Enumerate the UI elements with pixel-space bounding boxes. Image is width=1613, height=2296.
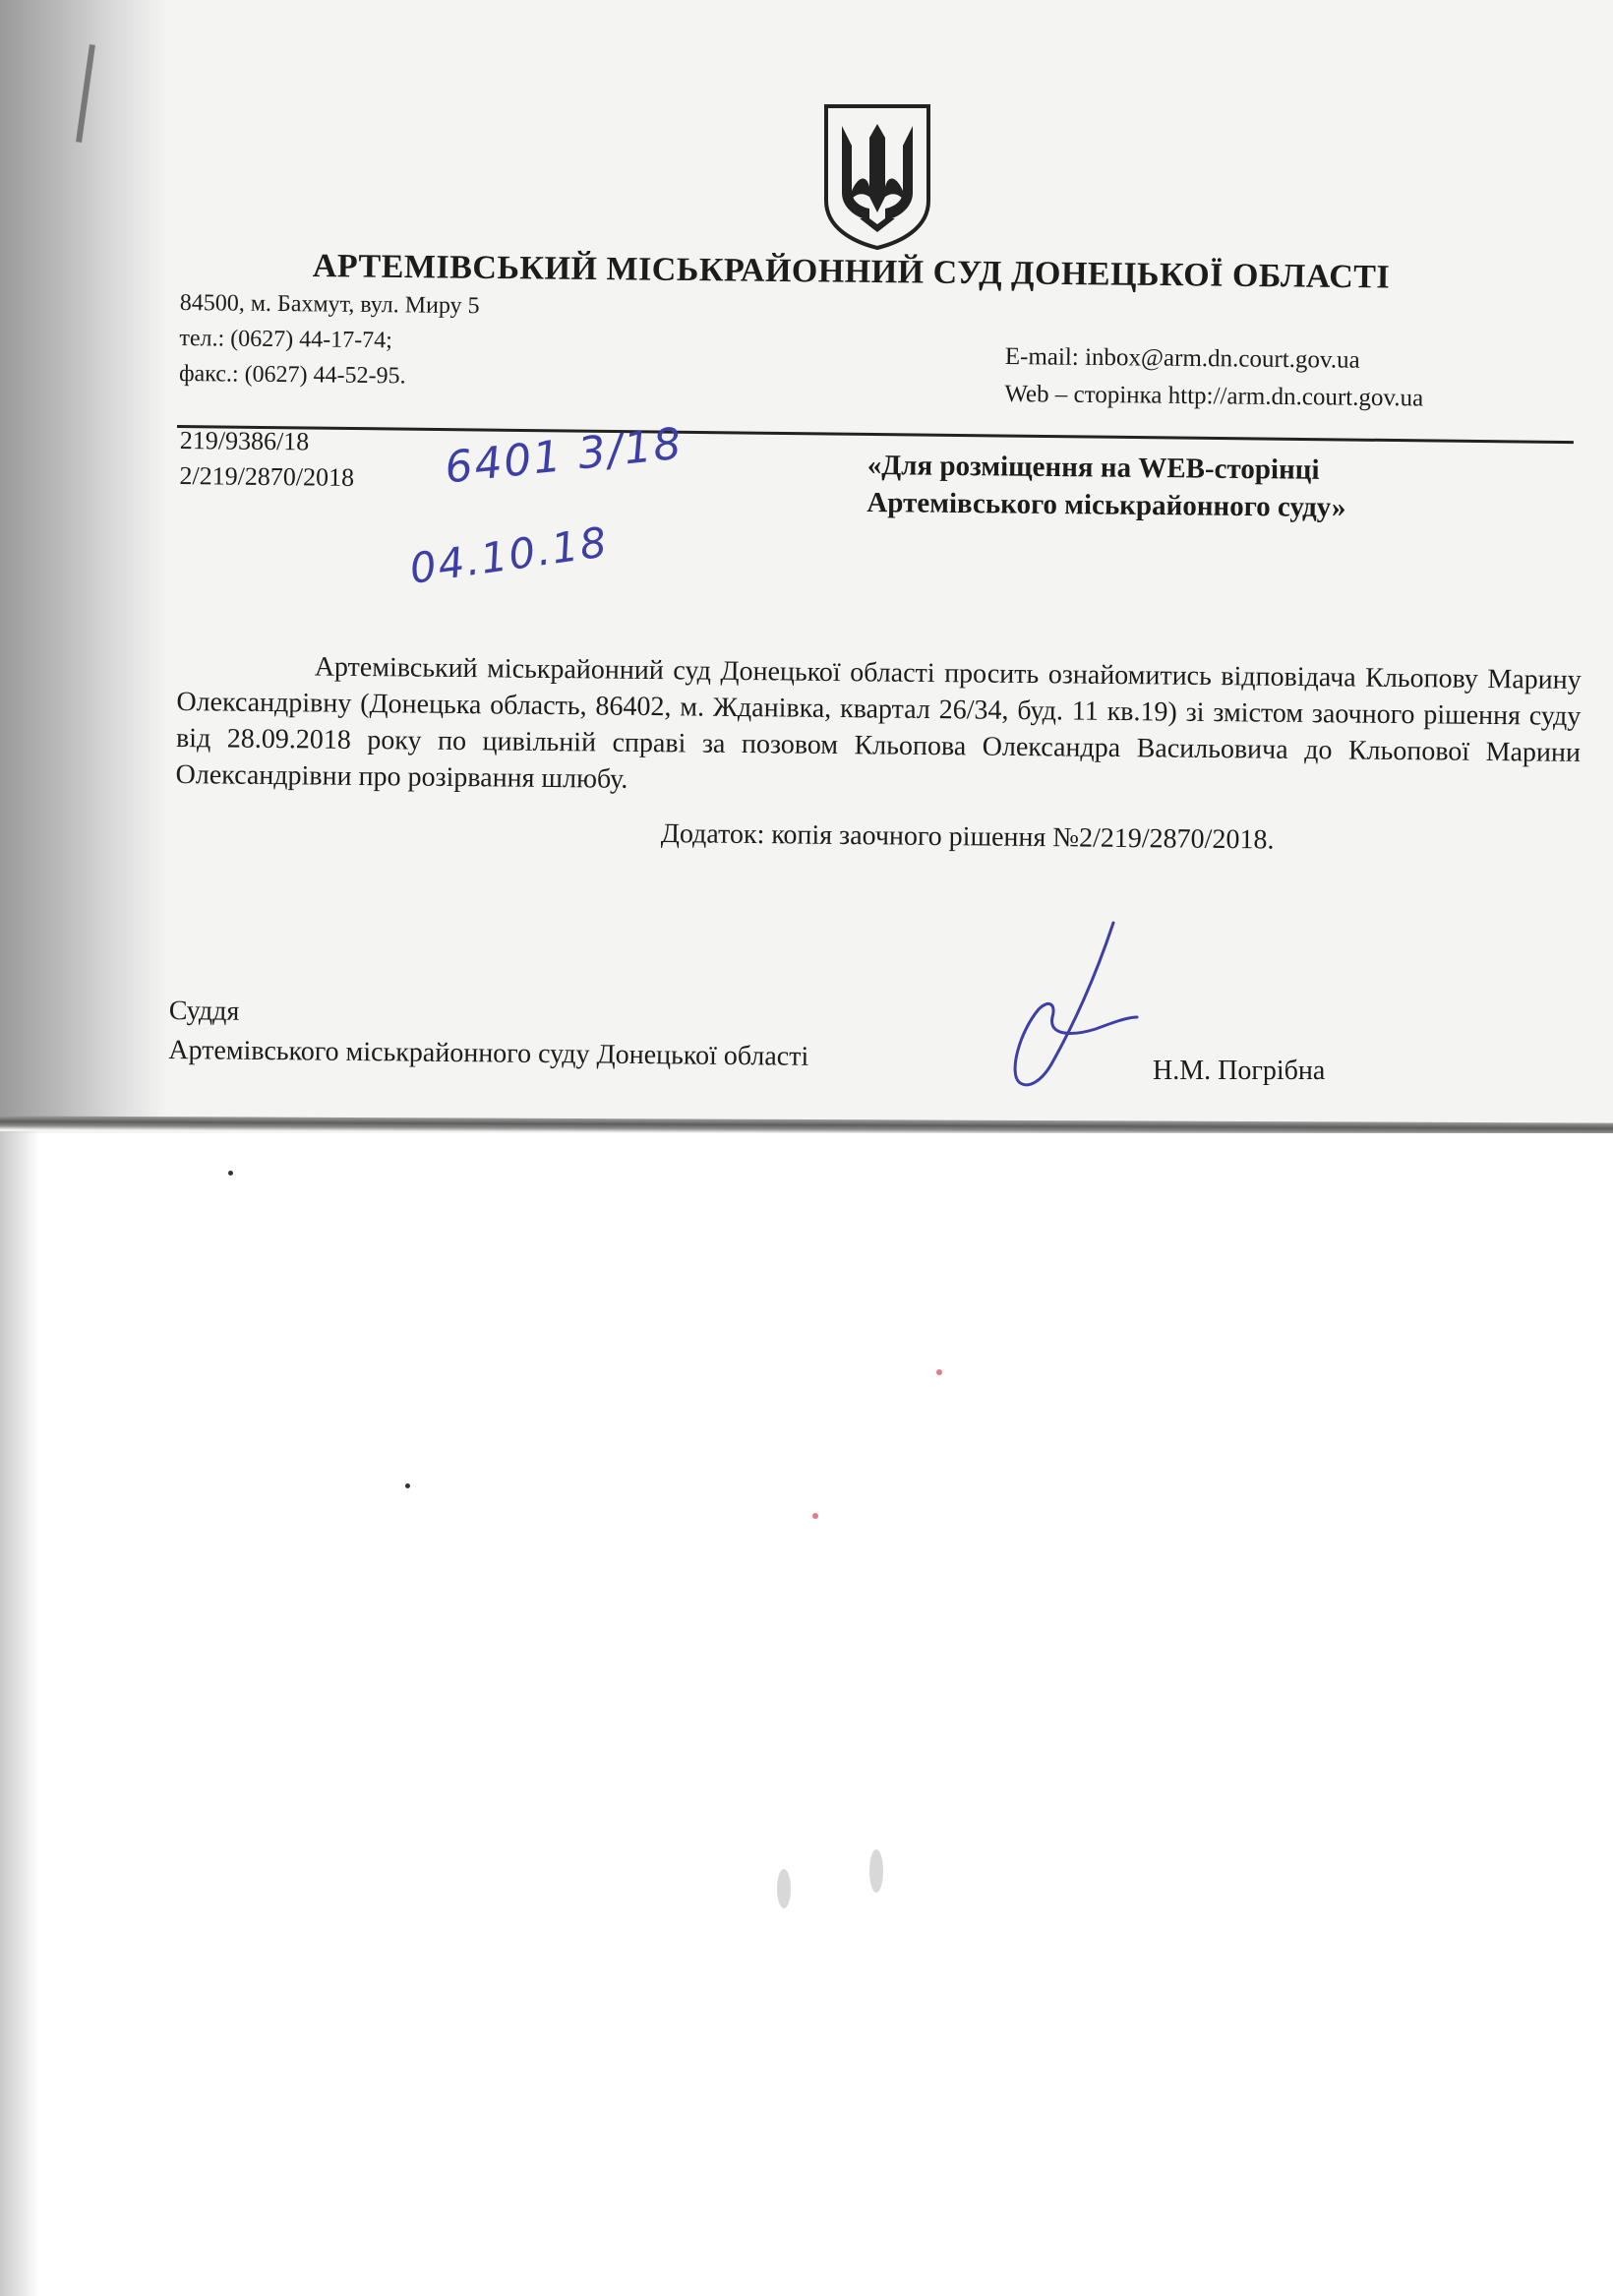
court-contacts	[1004, 338, 1424, 417]
scan-speck	[812, 1513, 818, 1519]
court-website: Web – сторінка http://arm.dn.court.gov.ua	[1004, 380, 1424, 412]
judge-title: Суддя	[168, 995, 240, 1027]
attachment-line: Додаток: копія заочного рішення №2/219/2870/2018.	[660, 818, 1275, 856]
scan-edge-shadow	[0, 0, 167, 1121]
scan-edge-shadow-lower	[0, 1131, 39, 2296]
header-divider	[177, 425, 1574, 444]
letter-paragraph: Артемівський міськрайонний суд Донецької області просить ознайомитись відповідача Кльопову Марину Олександрівну (Донецька область, 86402, м. Жданівка, квартал 26/34, буд. 11 кв.19) зі змістом заочного рішення суду від 28.09.2018 року по цивільній справі за позовом Кльопова Олександра Васильовича до Кльопової Марини Олександрівни про розірвання шлюбу.	[175, 651, 1582, 795]
court-email: E-mail: inbox@arm.dn.court.gov.ua	[1004, 342, 1360, 374]
signature-block	[168, 992, 809, 1077]
lower-blank-sheet	[0, 1133, 1613, 2296]
handwritten-registration-number: 6401 3/18	[442, 418, 686, 494]
scan-smudge	[777, 1869, 791, 1908]
scan-speck	[936, 1369, 942, 1375]
handwritten-signature	[974, 915, 1151, 1102]
case-numbers	[179, 423, 354, 496]
judge-court: Артемівського міськрайонного суду Донецької області	[168, 1034, 809, 1072]
web-publication-note	[866, 447, 1346, 526]
court-phone: тел.: (0627) 44-17-74;	[179, 325, 392, 354]
case-number-1: 219/9386/18	[179, 425, 310, 456]
scan-smudge	[869, 1849, 883, 1893]
court-fax: факс.: (0627) 44-52-95.	[178, 360, 406, 390]
court-address-block	[179, 285, 480, 394]
case-number-2: 2/219/2870/2018	[179, 460, 355, 492]
judge-name: Н.М. Погрібна	[1153, 1056, 1326, 1086]
court-title: АРТЕМІВСЬКИЙ МІСЬКРАЙОННИЙ СУД ДОНЕЦЬКОЇ ОБЛАСТІ	[312, 248, 1391, 296]
letter-body	[175, 647, 1581, 808]
web-note-line-2: Артемівського міськрайонного суду»	[866, 486, 1346, 524]
scan-speck	[405, 1483, 410, 1488]
handwritten-date: 04.10.18	[406, 517, 612, 593]
coat-of-arms-icon	[820, 102, 934, 250]
court-address: 84500, м. Бахмут, вул. Миру 5	[179, 289, 480, 320]
scan-speck	[228, 1171, 233, 1176]
web-note-line-1: «Для розміщення на WEB-сторінці	[866, 449, 1320, 486]
